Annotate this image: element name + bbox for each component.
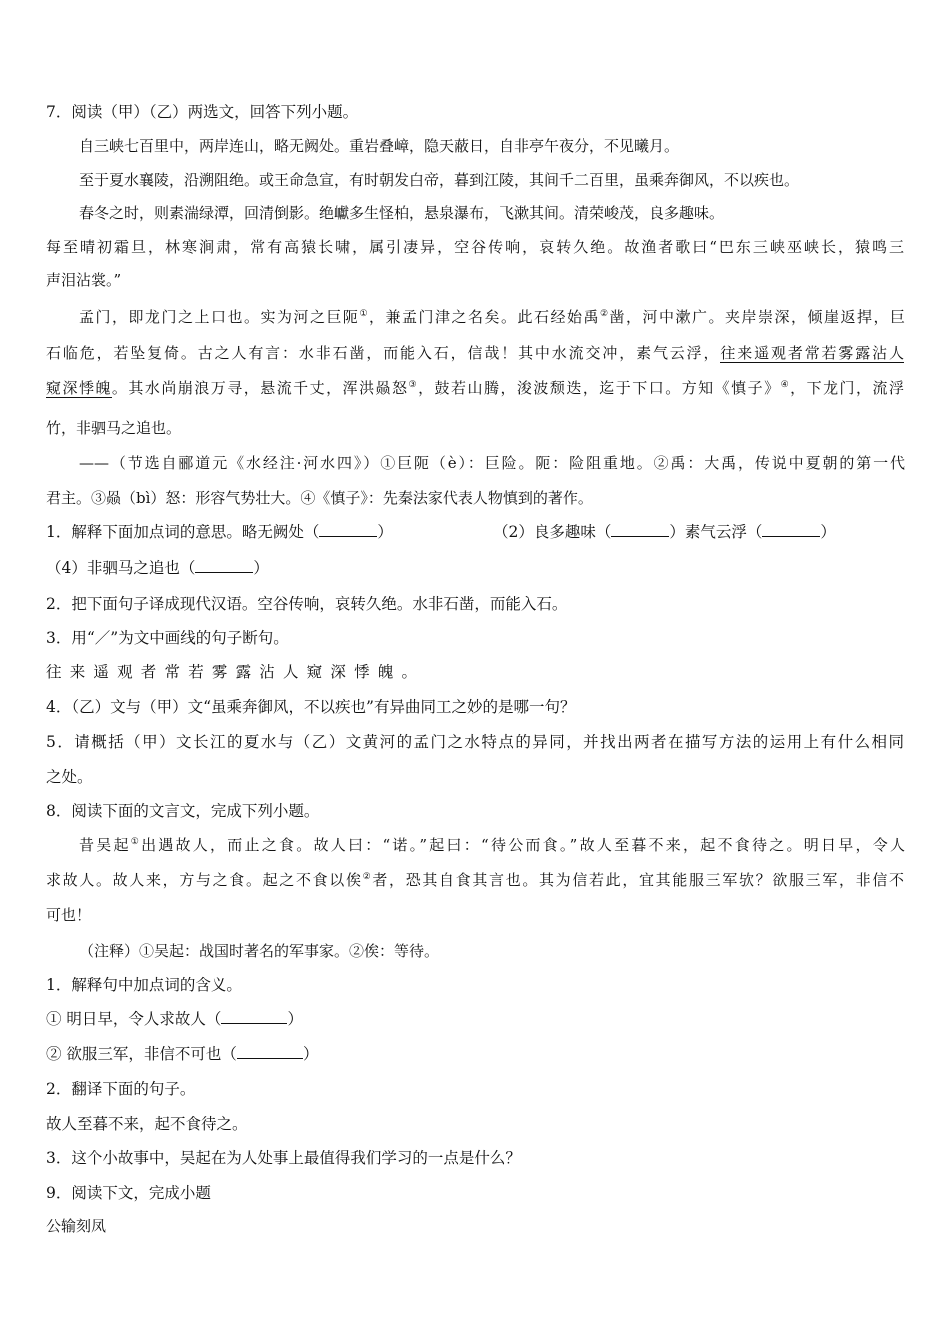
q7-jia-paragraph-4-line-1: 每至晴初霜旦，林寒涧肃，常有高猿长啸，属引凄异，空谷传响，哀转久绝。故渔者歌曰“巴东三峡巫峡长，猿鸣三: [46, 238, 904, 256]
text-run: （4）非驷马之追也（: [46, 559, 196, 577]
q7-sub2: 2．把下面句子译成现代汉语。空谷传响，哀转久绝。水非石凿，而能入石。: [46, 595, 568, 613]
q8-passage-line-3: 可也！: [46, 906, 92, 924]
text-run: ）: [253, 559, 269, 577]
text-run: ）: [302, 1045, 319, 1063]
text-run: 。其水尚崩浪万寻，悬流千丈，浑洪赑怒: [111, 379, 409, 397]
q7-notes-line-2: 君主。③赑（bì）怒：形容气势壮大。④《慎子》：先秦法家代表人物慎到的著作。: [46, 489, 593, 507]
q7-yi-line-3: [46, 378, 904, 398]
footnote-mark: ④: [780, 380, 791, 390]
footnote-mark: ②: [362, 872, 373, 882]
footnote-mark: ①: [359, 309, 370, 319]
q8-sub1-item-2: [46, 1044, 318, 1064]
q7-yi-line-2: [46, 343, 904, 363]
text-run: ）: [287, 1010, 303, 1028]
text-run: ）: [669, 523, 685, 541]
underlined-sentence: 窥深悸魄: [46, 379, 112, 397]
q7-sub3: 3．用“／”为文中画线的句子断句。: [46, 629, 289, 647]
text-run: 凿，河中漱广。夹岸崇深，倾崖返捍，巨: [609, 308, 905, 326]
answer-blank[interactable]: [195, 558, 253, 573]
q8-sub2-sentence: 故人至暮不来，起不食待之。: [46, 1115, 248, 1133]
text-run: 素气云浮（: [684, 523, 763, 541]
text-run: ② 欲服三军，非信不可也（: [46, 1045, 237, 1063]
q7-sub3-sentence: 往来遥观者常若雾露沾人窥深悸魄。: [46, 663, 426, 681]
q9-passage-title: 公输刻凤: [46, 1217, 107, 1235]
q7-sub1-line-2: [46, 558, 269, 578]
q8-sub3: 3．这个小故事中，吴起在为人处事上最值得我们学习的一点是什么？: [46, 1149, 521, 1167]
q8-sub1-item-1: [46, 1009, 303, 1029]
q8-passage-line-1: [79, 835, 905, 855]
q7-notes-line-1: ——（节选自郦道元《水经注·河水四》）①巨阨（è）：巨险。阨：险阻重地。②禹：大禹，传说中夏朝的第一代: [79, 454, 905, 472]
q7-title: 7．阅读（甲）（乙）两选文，回答下列小题。: [46, 103, 359, 121]
q8-sub2: 2．翻译下面的句子。: [46, 1080, 196, 1098]
answer-blank[interactable]: [762, 522, 820, 537]
q7-jia-paragraph-1: 自三峡七百里中，两岸连山，略无阙处。重岩叠嶂，隐天蔽日，自非亭午夜分，不见曦月。: [79, 137, 680, 155]
footnote-mark: ③: [408, 380, 419, 390]
text-run: ）: [820, 523, 836, 541]
q7-yi-line-4: 竹，非驷马之追也。: [46, 419, 182, 437]
text-run: ）: [377, 523, 393, 541]
text-run: ，兼孟门津之名矣。此石经始禹: [369, 308, 600, 326]
answer-blank[interactable]: [221, 1009, 287, 1024]
q7-sub5-line-2: 之处。: [46, 768, 93, 786]
q7-sub1-line-1a: [46, 522, 393, 542]
text-run: （2）良多趣味（: [493, 523, 612, 541]
q8-sub1: 1．解释句中加点词的含义。: [46, 976, 242, 994]
answer-blank[interactable]: [319, 522, 377, 537]
q7-yi-line-1: [79, 307, 905, 327]
text-run: ① 明日早，令人求故人（: [46, 1010, 222, 1028]
footnote-mark: ①: [130, 837, 142, 847]
q8-notes: （注释）①吴起：战国时著名的军事家。②俟：等待。: [79, 942, 440, 960]
text-run: 1．解释下面加点词的意思。略无阙处（: [46, 523, 320, 541]
text-run: ，鼓若山腾，浚波颓迭，迄于下口。方知《慎子》: [418, 379, 781, 397]
answer-blank[interactable]: [611, 522, 669, 537]
text-run: 昔吴起: [79, 836, 131, 854]
text-run: ，下龙门，流浮: [790, 379, 904, 397]
q7-jia-paragraph-2: 至于夏水襄陵，沿溯阻绝。或王命急宣，有时朝发白帝，暮到江陵，其间千二百里，虽乘奔御风，不以疾也。: [79, 171, 800, 189]
text-run: 石临危，若坠复倚。古之人有言：水非石凿，而能入石，信哉！其中水流交冲，素气云浮，: [46, 344, 721, 362]
text-run: 孟门，即龙门之上口也。实为河之巨阨: [79, 308, 360, 326]
q9-title: 9．阅读下文，完成小题: [46, 1184, 211, 1202]
q7-sub5-line-1: 5．请概括（甲）文长江的夏水与（乙）文黄河的孟门之水特点的异同，并找出两者在描写方法的运用上有什么相同: [46, 733, 904, 751]
q7-sub1-line-1b: [493, 522, 836, 542]
underlined-sentence: 往来遥观者常若雾露沾人: [720, 344, 904, 362]
text-run: 出遇故人，而止之食。故人曰：“诺。”起曰：“待公而食。”故人至暮不来，起不食待之。明日早，令人: [141, 836, 905, 854]
answer-blank[interactable]: [237, 1044, 303, 1059]
text-run: 者，恐其自食其言也。其为信若此，宜其能服三军欤？欲服三军，非信不: [372, 871, 904, 889]
q7-jia-paragraph-3: 春冬之时，则素湍绿潭，回清倒影。绝巘多生怪柏，悬泉瀑布，飞漱其间。清荣峻茂，良多趣味。: [79, 204, 725, 222]
q7-sub4: 4．（乙）文与（甲）文“虽乘奔御风，不以疾也”有异曲同工之妙的是哪一句？: [46, 698, 576, 716]
q8-title: 8．阅读下面的文言文，完成下列小题。: [46, 802, 320, 820]
q8-passage-line-2: [46, 870, 904, 890]
text-run: 求故人。故人来，方与之食。起之不食以俟: [46, 871, 363, 889]
footnote-mark: ②: [599, 309, 610, 319]
q7-jia-paragraph-4-line-2: 声泪沾裳。”: [46, 271, 122, 289]
